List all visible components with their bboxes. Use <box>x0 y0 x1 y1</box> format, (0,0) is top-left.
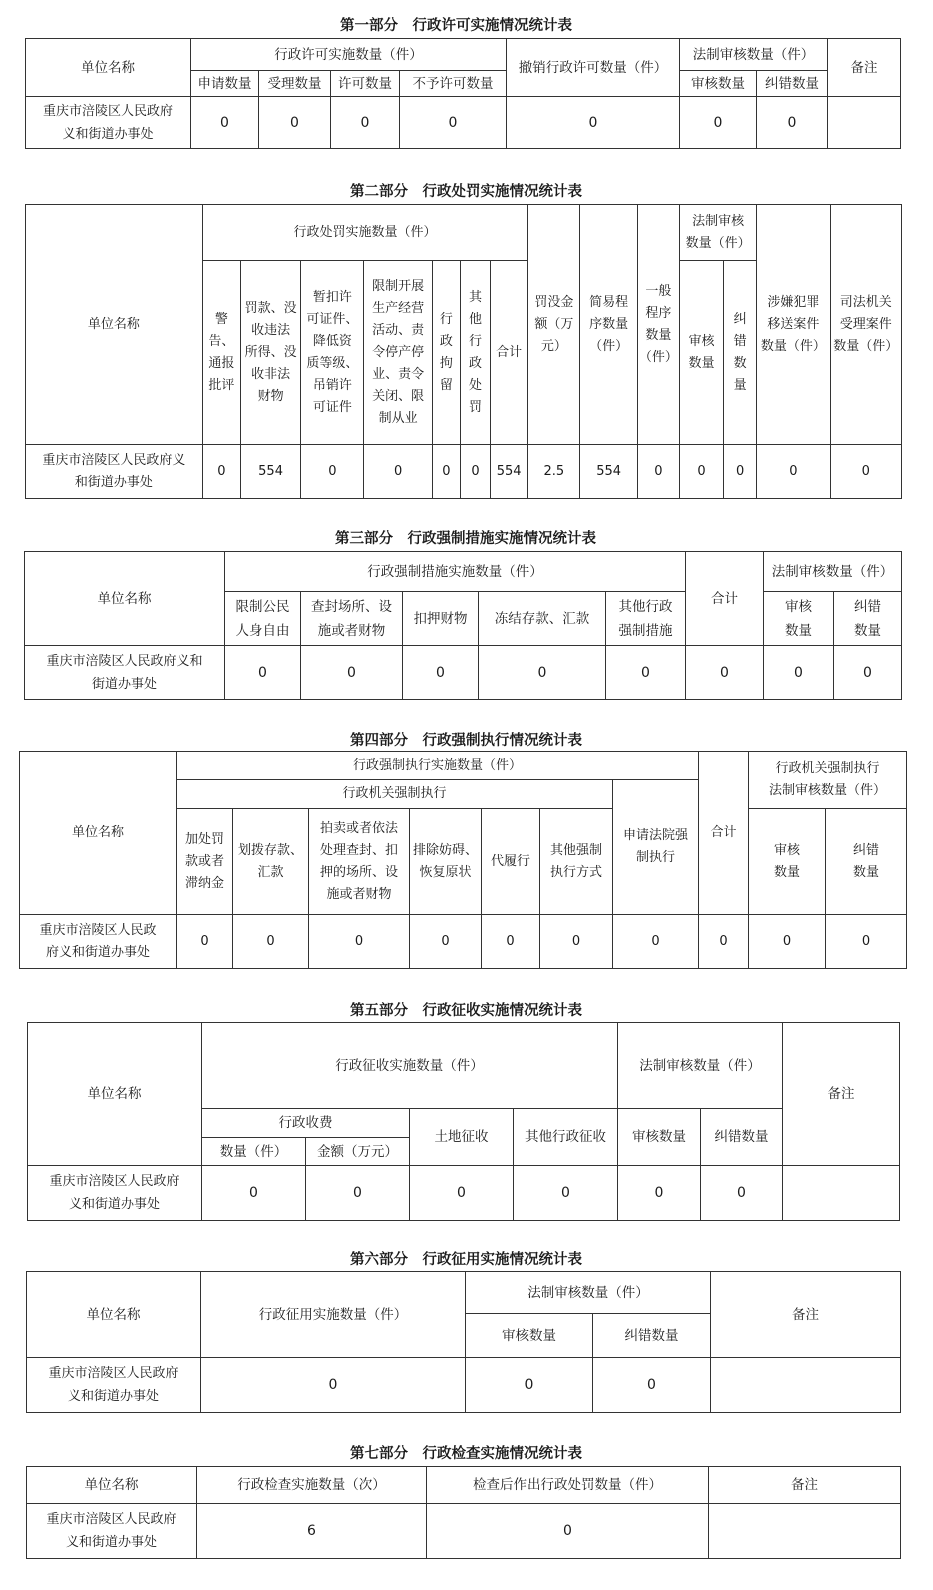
levy-table <box>27 1022 900 1221</box>
penalty-table <box>25 204 902 499</box>
substitute-cell: 0 <box>482 915 540 969</box>
restrict-person-header: 限制公民 人身自由 <box>225 592 301 646</box>
deny-header: 不予许可数量 <box>400 71 507 97</box>
remark-cell <box>711 1358 901 1413</box>
correct-cell: 0 <box>826 915 907 969</box>
fee-amount-cell: 0 <box>306 1166 410 1221</box>
court-execution-header: 申请法院强 制执行 <box>613 780 699 915</box>
section-3-title: 第三部分 行政强制措施实施情况统计表 <box>335 531 596 547</box>
section-2-title: 第二部分 行政处罚实施情况统计表 <box>350 184 582 200</box>
crime-transfer-header: 涉嫌犯罪 移送案件 数量（件） <box>757 205 830 445</box>
simple-procedure-cell: 554 <box>580 445 637 499</box>
review-header: 审核 数量 <box>749 809 826 915</box>
review-cell: 0 <box>764 646 834 700</box>
unit-name-header: 单位名称 <box>26 205 203 445</box>
warning-header: 警 告、 通报 批评 <box>202 261 240 445</box>
fine-cell: 554 <box>240 445 300 499</box>
substitute-header: 代履行 <box>482 809 540 915</box>
unit-name-header: 单位名称 <box>25 552 225 646</box>
seize-header: 扣押财物 <box>403 592 479 646</box>
legal-review-header: 法制审核数量（件） <box>680 39 828 71</box>
section-7-title: 第七部分 行政检查实施情况统计表 <box>350 1446 582 1462</box>
revoke-header: 撤销行政许可数量（件） <box>507 39 680 97</box>
correct-cell: 0 <box>757 97 828 149</box>
auction-cell: 0 <box>309 915 410 969</box>
general-procedure-header: 一般 程序 数量 （件） <box>637 205 679 445</box>
section-6-title: 第六部分 行政征用实施情况统计表 <box>350 1252 582 1268</box>
total-cell: 0 <box>686 646 764 700</box>
review-cell: 0 <box>618 1166 701 1221</box>
other-way-cell: 0 <box>540 915 613 969</box>
remark-header: 备注 <box>709 1467 901 1504</box>
surcharge-cell: 0 <box>177 915 233 969</box>
review-cell: 0 <box>749 915 826 969</box>
correct-header: 纠 错 数 量 <box>724 261 757 445</box>
unit-name-cell: 重庆市涪陵区人民政府 义和街道办事处 <box>27 1358 201 1413</box>
deny-cell: 0 <box>400 97 507 149</box>
unit-name-header: 单位名称 <box>27 1467 197 1504</box>
restrict-person-cell: 0 <box>225 646 301 700</box>
general-procedure-cell: 0 <box>637 445 679 499</box>
suspend-cell: 0 <box>301 445 364 499</box>
seal-site-header: 查封场所、设 施或者财物 <box>301 592 403 646</box>
total-header: 合计 <box>491 261 528 445</box>
requisition-impl-header: 行政征用实施数量（件） <box>201 1272 466 1358</box>
fee-count-header: 数量（件） <box>202 1138 306 1166</box>
remark-cell <box>709 1504 901 1559</box>
unit-name-cell: 重庆市涪陵区人民政府义 和街道办事处 <box>26 445 203 499</box>
land-levy-header: 土地征收 <box>410 1109 514 1166</box>
fine-header: 罚款、没 收违法 所得、没 收非法 财物 <box>240 261 300 445</box>
court-execution-cell: 0 <box>613 915 699 969</box>
permit-impl-header: 行政许可实施数量（件） <box>191 39 507 71</box>
requisition-table <box>26 1271 901 1413</box>
correct-cell: 0 <box>701 1166 783 1221</box>
other-measure-cell: 0 <box>606 646 686 700</box>
coercive-execution-table <box>19 751 907 969</box>
remove-obstruction-cell: 0 <box>410 915 482 969</box>
penalty-after-header: 检查后作出行政处罚数量（件） <box>427 1467 709 1504</box>
section-4-title: 第四部分 行政强制执行情况统计表 <box>350 733 582 749</box>
other-way-header: 其他强制 执行方式 <box>540 809 613 915</box>
unit-name-cell: 重庆市涪陵区人民政 府义和街道办事处 <box>20 915 177 969</box>
review-header: 审核数量 <box>618 1109 701 1166</box>
remark-header: 备注 <box>828 39 901 97</box>
permit-header: 许可数量 <box>331 71 400 97</box>
detain-cell: 0 <box>432 445 460 499</box>
remark-cell <box>828 97 901 149</box>
inspection-impl-cell: 6 <box>197 1504 427 1559</box>
org-execution-header: 行政机关强制执行 <box>177 780 613 809</box>
auction-header: 拍卖或者依法 处理查封、扣 押的场所、设 施或者财物 <box>309 809 410 915</box>
land-levy-cell: 0 <box>410 1166 514 1221</box>
revoke-cell: 0 <box>507 97 680 149</box>
correct-header: 纠错 数量 <box>834 592 902 646</box>
fee-amount-header: 金额（万元） <box>306 1138 410 1166</box>
unit-name-cell: 重庆市涪陵区人民政府 义和街道办事处 <box>26 97 191 149</box>
crime-transfer-cell: 0 <box>757 445 830 499</box>
suspend-header: 暂扣许 可证件、 降低资 质等级、 吊销许 可证件 <box>301 261 364 445</box>
review-cell: 0 <box>466 1358 593 1413</box>
other-penalty-cell: 0 <box>460 445 490 499</box>
total-cell: 554 <box>491 445 528 499</box>
unit-name-cell: 重庆市涪陵区人民政府义和 街道办事处 <box>25 646 225 700</box>
inspection-table <box>26 1466 901 1559</box>
review-cell: 0 <box>679 445 723 499</box>
permit-table <box>25 38 901 149</box>
legal-review-header: 法制审核数量（件） <box>764 552 902 592</box>
restrict-header: 限制开展 生产经营 活动、责 令停产停 业、责令 关闭、限 制从业 <box>364 261 432 445</box>
seal-site-cell: 0 <box>301 646 403 700</box>
measure-impl-header: 行政强制措施实施数量（件） <box>225 552 686 592</box>
correct-header: 纠错数量 <box>593 1314 711 1358</box>
transfer-header: 划拨存款、 汇款 <box>233 809 309 915</box>
other-levy-header: 其他行政征收 <box>514 1109 618 1166</box>
correct-header: 纠错 数量 <box>826 809 907 915</box>
unit-name-cell: 重庆市涪陵区人民政府 义和街道办事处 <box>28 1166 202 1221</box>
freeze-header: 冻结存款、汇款 <box>479 592 606 646</box>
total-header: 合计 <box>699 752 749 915</box>
section-5-title: 第五部分 行政征收实施情况统计表 <box>350 1003 582 1019</box>
review-header: 审核数量 <box>680 71 757 97</box>
accept-cell: 0 <box>259 97 331 149</box>
requisition-impl-cell: 0 <box>201 1358 466 1413</box>
total-header: 合计 <box>686 552 764 646</box>
section-1-title: 第一部分 行政许可实施情况统计表 <box>340 18 572 34</box>
unit-name-cell: 重庆市涪陵区人民政府 义和街道办事处 <box>27 1504 197 1559</box>
apply-header: 申请数量 <box>191 71 259 97</box>
legal-review-header: 法制审核数量（件） <box>618 1023 783 1109</box>
judicial-accept-cell: 0 <box>830 445 901 499</box>
seize-cell: 0 <box>403 646 479 700</box>
legal-review-header: 行政机关强制执行 法制审核数量（件） <box>749 752 907 809</box>
total-cell: 0 <box>699 915 749 969</box>
correct-cell: 0 <box>834 646 902 700</box>
review-header: 审核 数量 <box>764 592 834 646</box>
other-penalty-header: 其 他 行 政 处 罚 <box>460 261 490 445</box>
simple-procedure-header: 简易程 序数量 （件） <box>580 205 637 445</box>
other-levy-cell: 0 <box>514 1166 618 1221</box>
unit-name-header: 单位名称 <box>27 1272 201 1358</box>
review-header: 审核 数量 <box>679 261 723 445</box>
fee-header: 行政收费 <box>202 1109 410 1138</box>
warning-cell: 0 <box>202 445 240 499</box>
execution-impl-header: 行政强制执行实施数量（件） <box>177 752 699 780</box>
fee-count-cell: 0 <box>202 1166 306 1221</box>
other-measure-header: 其他行政 强制措施 <box>606 592 686 646</box>
inspection-impl-header: 行政检查实施数量（次） <box>197 1467 427 1504</box>
coercive-measure-table <box>24 551 902 700</box>
legal-review-header: 法制审核数量（件） <box>466 1272 711 1314</box>
review-cell: 0 <box>680 97 757 149</box>
levy-impl-header: 行政征收实施数量（件） <box>202 1023 618 1109</box>
penalty-after-cell: 0 <box>427 1504 709 1559</box>
detain-header: 行 政 拘 留 <box>432 261 460 445</box>
accept-header: 受理数量 <box>259 71 331 97</box>
apply-cell: 0 <box>191 97 259 149</box>
unit-name-header: 单位名称 <box>20 752 177 915</box>
correct-header: 纠错数量 <box>701 1109 783 1166</box>
freeze-cell: 0 <box>479 646 606 700</box>
correct-cell: 0 <box>593 1358 711 1413</box>
restrict-cell: 0 <box>364 445 432 499</box>
review-header: 审核数量 <box>466 1314 593 1358</box>
remark-header: 备注 <box>711 1272 901 1358</box>
remove-obstruction-header: 排除妨碍、 恢复原状 <box>410 809 482 915</box>
judicial-accept-header: 司法机关 受理案件 数量（件） <box>830 205 901 445</box>
unit-name-header: 单位名称 <box>28 1023 202 1166</box>
transfer-cell: 0 <box>233 915 309 969</box>
correct-cell: 0 <box>724 445 757 499</box>
permit-cell: 0 <box>331 97 400 149</box>
unit-name-header: 单位名称 <box>26 39 191 97</box>
legal-review-header: 法制审核 数量（件） <box>679 205 756 261</box>
confiscate-cell: 2.5 <box>528 445 580 499</box>
penalty-impl-header: 行政处罚实施数量（件） <box>202 205 527 261</box>
correct-header: 纠错数量 <box>757 71 828 97</box>
remark-cell <box>783 1166 900 1221</box>
surcharge-header: 加处罚 款或者 滞纳金 <box>177 809 233 915</box>
confiscate-header: 罚没金 额（万 元） <box>528 205 580 445</box>
remark-header: 备注 <box>783 1023 900 1166</box>
